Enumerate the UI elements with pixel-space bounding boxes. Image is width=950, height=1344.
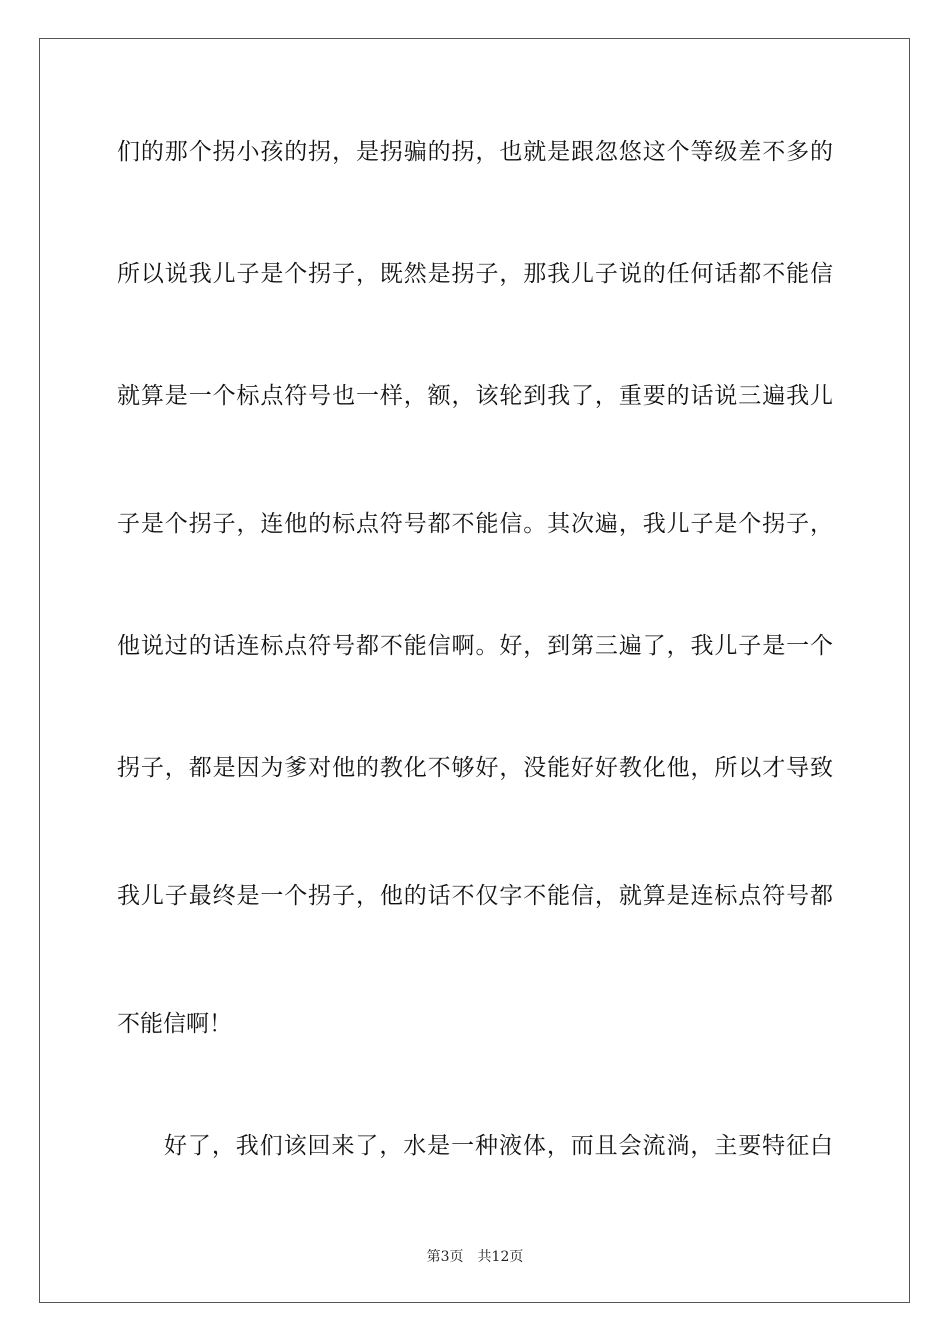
text-line: 就算是一个标点符号也一样，额，该轮到我了，重要的话说三遍我儿	[117, 383, 833, 409]
text-line: 不能信啊！	[117, 1011, 232, 1037]
text-line: 子是个拐子，连他的标点符号都不能信。其次遍，我儿子是个拐子，	[117, 511, 833, 537]
text-line: 所以说我儿子是个拐子，既然是拐子，那我儿子说的任何话都不能信	[117, 261, 833, 287]
page-border	[39, 38, 910, 1303]
text-line: 我儿子最终是一个拐子，他的话不仅字不能信，就算是连标点符号都	[117, 883, 833, 909]
text-line: 他说过的话连标点符号都不能信啊。好，到第三遍了，我儿子是一个	[117, 633, 833, 659]
page-footer	[0, 1248, 950, 1266]
text-line: 们的那个拐小孩的拐，是拐骗的拐，也就是跟忽悠这个等级差不多的	[117, 139, 833, 165]
text-line: 拐子，都是因为爹对他的教化不够好，没能好好教化他，所以才导致	[117, 755, 833, 781]
page-number: 第3页	[426, 1249, 464, 1265]
text-line: 好了，我们该回来了，水是一种液体，而且会流淌，主要特征白	[164, 1133, 833, 1159]
page-total: 共12页	[477, 1249, 524, 1265]
